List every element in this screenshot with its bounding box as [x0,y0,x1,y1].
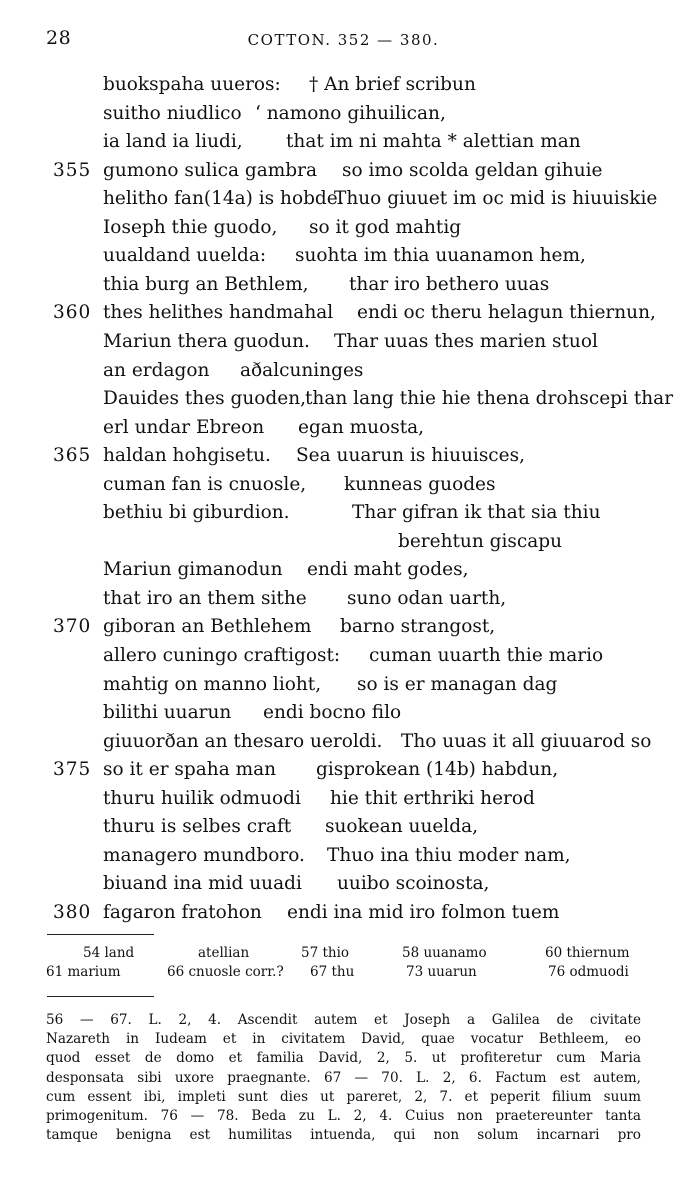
page-number: 28 [46,27,72,49]
verse-line [0,128,687,156]
verse-line [0,728,687,756]
commentary-line: quod esset de domo et familia David, 2, 5. ut profiteretur cum Maria [46,1050,641,1067]
first-half-line: Ioseph thie guodo, [103,216,278,238]
first-half-line: thes helithes handmahal [103,302,334,324]
line-number: 355 [53,159,92,181]
verse-line [0,385,687,413]
apparatus-entry: 58 uuanamo [402,945,487,961]
first-half-line: biuand ina mid uuadi [103,873,302,895]
second-half-line: Sea uuarun is hiuuisces, [296,445,525,467]
first-half-line: suitho niudlico [103,102,242,124]
verse-line [0,528,687,556]
verse-line [0,613,687,641]
verse-line [0,671,687,699]
second-half-line: Thuo giuuet im oc mid is hiuuiskie [334,188,658,210]
first-half-line: that iro an them sithe [103,587,307,609]
second-half-line: endi oc theru helagun thiernun, [357,302,656,324]
first-half-line: Dauides thes guoden, [103,388,307,410]
apparatus-entry: 76 odmuodi [548,964,629,980]
commentary-notes [46,1011,641,1145]
first-half-line: an erdagon [103,359,210,381]
line-number: 380 [53,901,92,923]
first-half-line: giboran an Bethlehem [103,616,312,638]
commentary-line: Nazareth in Iudeam et in civitatem David, quae vocatur Bethleem, eo [46,1031,641,1048]
apparatus-entry: 57 thio [301,945,350,961]
apparatus-entry: 61 marium [46,964,121,980]
verse-line [0,442,687,470]
first-half-line: haldan hohgisetu. [103,445,271,467]
running-title: COTTON. 352 — 380. [247,31,440,49]
second-half-line: suokean uuelda, [325,816,478,838]
second-half-line: endi maht godes, [307,559,469,581]
second-half-line: uuibo scoinosta, [337,873,490,895]
first-half-line: allero cuningo craftigost: [103,645,341,666]
verse-line [0,642,687,670]
second-half-line: so is er managan dag [357,673,558,695]
verse-line [0,71,687,99]
second-half-line: barno strangost, [340,616,496,638]
line-number: 375 [53,759,92,781]
second-half-line: that im ni mahta * alettian man [286,131,581,153]
verse-line [0,100,687,128]
first-half-line: helitho fan(14a) is hobde. [103,188,344,210]
first-half-line: thuru huilik odmuodi [103,787,301,809]
verse-line [0,328,687,356]
verse-line [0,242,687,270]
second-half-line: Tho uuas it all giuuarod so [401,730,652,752]
commentary-line: 56 — 67. L. 2, 4. Ascendit autem et Joseph a Galilea de civitate [46,1012,641,1028]
first-half-line: Mariun gimanodun [103,559,283,581]
verse-line [0,299,687,327]
second-half-line: than lang thie hie thena drohscepi thar [305,388,674,410]
apparatus-entry: 60 thiernum [545,945,630,961]
commentary-line: primogenitum. 76 — 78. Beda zu L. 2, 4. Cuius non praetereunter tanta [46,1108,641,1125]
first-half-line: Mariun thera guodun. [103,330,310,352]
second-half-line: so it god mahtig [309,216,462,238]
second-half-line: gisprokean (14b) habdun, [316,759,559,781]
verse-line [0,842,687,870]
second-half-line: endi ina mid iro folmon tuem [287,901,560,923]
verse-line [0,157,687,185]
verse-line [0,271,687,299]
divider-rule [47,996,154,997]
line-number: 370 [53,616,92,638]
commentary-line: cum essent ibi, impleti sunt dies ut pareret, 2, 7. et peperit filium suum [46,1088,641,1105]
second-half-line: kunneas guodes [344,473,496,495]
first-half-line: cuman fan is cnuosle, [103,473,307,495]
first-half-line: so it er spaha man [103,759,277,781]
verse-line [0,499,687,527]
verse-line [0,357,687,385]
verse-line [0,585,687,613]
divider-rule [47,934,154,935]
second-half-line: so imo scolda geldan gihuie [342,159,603,181]
first-half-line: thuru is selbes craft [103,816,292,838]
first-half-line: giuuorðan an thesaro ueroldi. [103,730,383,752]
first-half-line: uualdand uuelda: [103,245,267,267]
line-number: 360 [53,302,92,324]
second-half-line: Thar gifran ik that sia thiu [352,502,601,524]
second-half-line: cuman uuarth thie mario [369,645,604,666]
apparatus-entry: 67 thu [310,964,355,980]
apparatus-entry: 54 land [83,945,135,961]
verse-line [0,214,687,242]
first-half-line: erl undar Ebreon [103,416,265,438]
first-half-line: gumono sulica gambra [103,159,318,181]
first-half-line: thia burg an Bethlem, [103,273,309,295]
second-half-line: egan muosta, [298,416,425,438]
verse-line [0,471,687,499]
second-half-line: aðalcuninges [240,359,364,381]
commentary-line: tamque benigna est humilitas intuenda, qui non solum incarnari pro [46,1127,641,1144]
verse-line [0,899,687,927]
second-half-line: Thuo ina thiu moder nam, [327,844,571,866]
second-half-line: berehtun giscapu [398,530,563,552]
apparatus-entry: 73 uuarun [406,964,477,980]
verse-line [0,699,687,727]
verse-line [0,813,687,841]
second-half-line: endi bocno filo [263,702,402,724]
apparatus-entry: 66 cnuosle corr.? [167,964,284,980]
first-half-line: fagaron fratohon [103,901,262,923]
line-number: 365 [53,445,92,467]
first-half-line: managero mundboro. [103,844,305,866]
verse-line [0,185,687,213]
second-half-line: suohta im thia uuanamon hem, [295,245,586,267]
second-half-line: Thar uuas thes marien stuol [334,330,598,352]
first-half-line: bethiu bi giburdion. [103,502,290,524]
second-half-line: hie thit erthriki herod [330,787,535,809]
verse-line [0,870,687,898]
verse-line [0,756,687,784]
verse-line [0,556,687,584]
first-half-line: bilithi uuarun [103,702,232,724]
second-half-line: suno odan uarth, [347,587,507,609]
first-half-line: ia land ia liudi, [103,131,243,153]
verse-line [0,414,687,442]
second-half-line: † An brief scribun [309,74,476,95]
second-half-line: ‘ namono gihuilican, [255,102,446,124]
first-half-line: mahtig on manno lioht, [103,673,322,695]
first-half-line: buokspaha uueros: [103,74,281,95]
verse-line [0,785,687,813]
second-half-line: thar iro bethero uuas [349,273,550,295]
commentary-line: desponsata sibi uxore praegnante. 67 — 70. L. 2, 6. Factum est autem, [46,1069,641,1086]
apparatus-entry: atellian [198,945,250,961]
